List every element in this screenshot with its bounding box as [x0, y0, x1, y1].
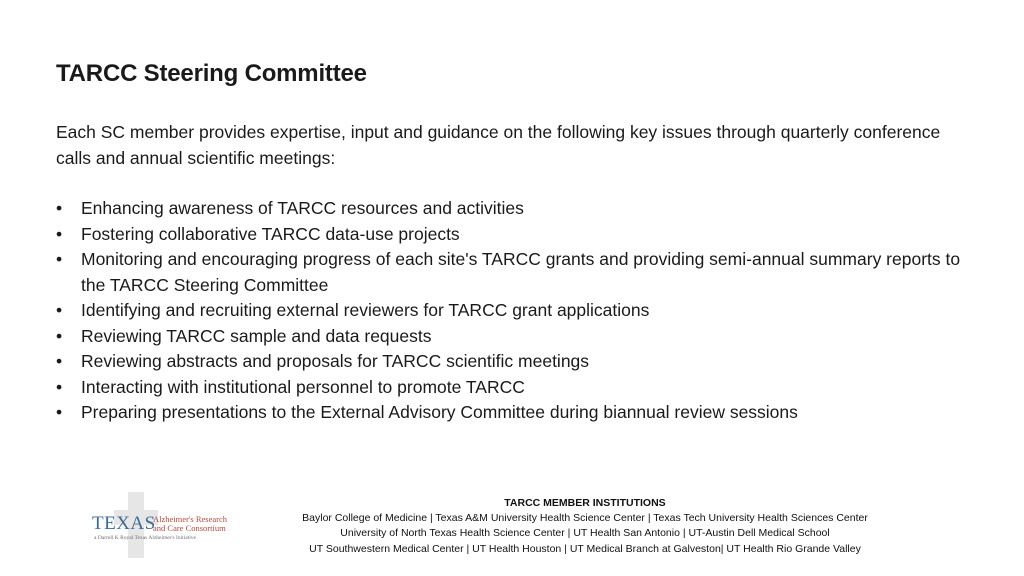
footer-line-1: Baylor College of Medicine | Texas A&M University Health Science Center | Texas Tech University Health Sciences Center — [302, 512, 868, 525]
bullet-icon: • — [56, 223, 63, 244]
member-institutions-footer — [260, 496, 910, 557]
logo-subtitle — [153, 515, 227, 533]
footer-line-3: UT Southwestern Medical Center | UT Health Houston | UT Medical Branch at Galveston| UT Health Rio Grande Valley — [309, 542, 861, 555]
bullet-icon: • — [56, 249, 63, 269]
list-item — [56, 324, 976, 350]
logo-wordmark: TEXAS — [92, 513, 156, 534]
list-item — [56, 196, 976, 222]
list-item — [56, 222, 976, 248]
list-item-text: Monitoring and encouraging progress of each site's TARCC grants and providing semi-annual summary reports to the TARCC Steering Committee — [81, 249, 961, 295]
list-item-text: Reviewing TARCC sample and data requests — [81, 325, 432, 346]
bullet-icon: • — [56, 351, 63, 371]
list-item-text: Enhancing awareness of TARCC resources and activities — [81, 198, 524, 218]
list-item — [56, 247, 976, 298]
key-issues-list — [56, 196, 976, 426]
list-item — [56, 298, 976, 324]
slide-title: TARCC Steering Committee — [56, 60, 367, 87]
list-item — [56, 349, 976, 375]
list-item-text: Interacting with institutional personnel to promote TARCC — [81, 376, 525, 397]
list-item-text: Identifying and recruiting external reviewers for TARCC grant applications — [81, 300, 650, 320]
bullet-icon: • — [56, 376, 63, 397]
list-item-text: Preparing presentations to the External Advisory Committee during biannual review sessions — [81, 402, 798, 422]
bullet-icon: • — [56, 198, 63, 218]
tarcc-logo — [84, 492, 232, 558]
bullet-icon: • — [56, 325, 63, 346]
list-item — [56, 400, 976, 426]
bullet-icon: • — [56, 402, 63, 422]
list-item-text: Reviewing abstracts and proposals for TARCC scientific meetings — [81, 351, 590, 371]
intro-paragraph: Each SC member provides expertise, input and guidance on the following key issues through quarterly conference calls and annual scientific meetings: — [56, 122, 941, 168]
list-item — [56, 375, 976, 401]
footer-heading: TARCC MEMBER INSTITUTIONS — [504, 497, 666, 509]
logo-tagline: a Darrell K Royal Texas Alzheimer's Initiative — [94, 535, 196, 541]
list-item-text: Fostering collaborative TARCC data-use projects — [81, 223, 460, 244]
logo-subtitle-line-1: Alzheimer's Research — [153, 514, 227, 524]
bullet-icon: • — [56, 300, 63, 320]
logo-subtitle-line-2: and Care Consortium — [153, 523, 226, 533]
footer-line-2: University of North Texas Health Science Center | UT Health San Antonio | UT-Austin Dell Medical School — [340, 527, 830, 540]
